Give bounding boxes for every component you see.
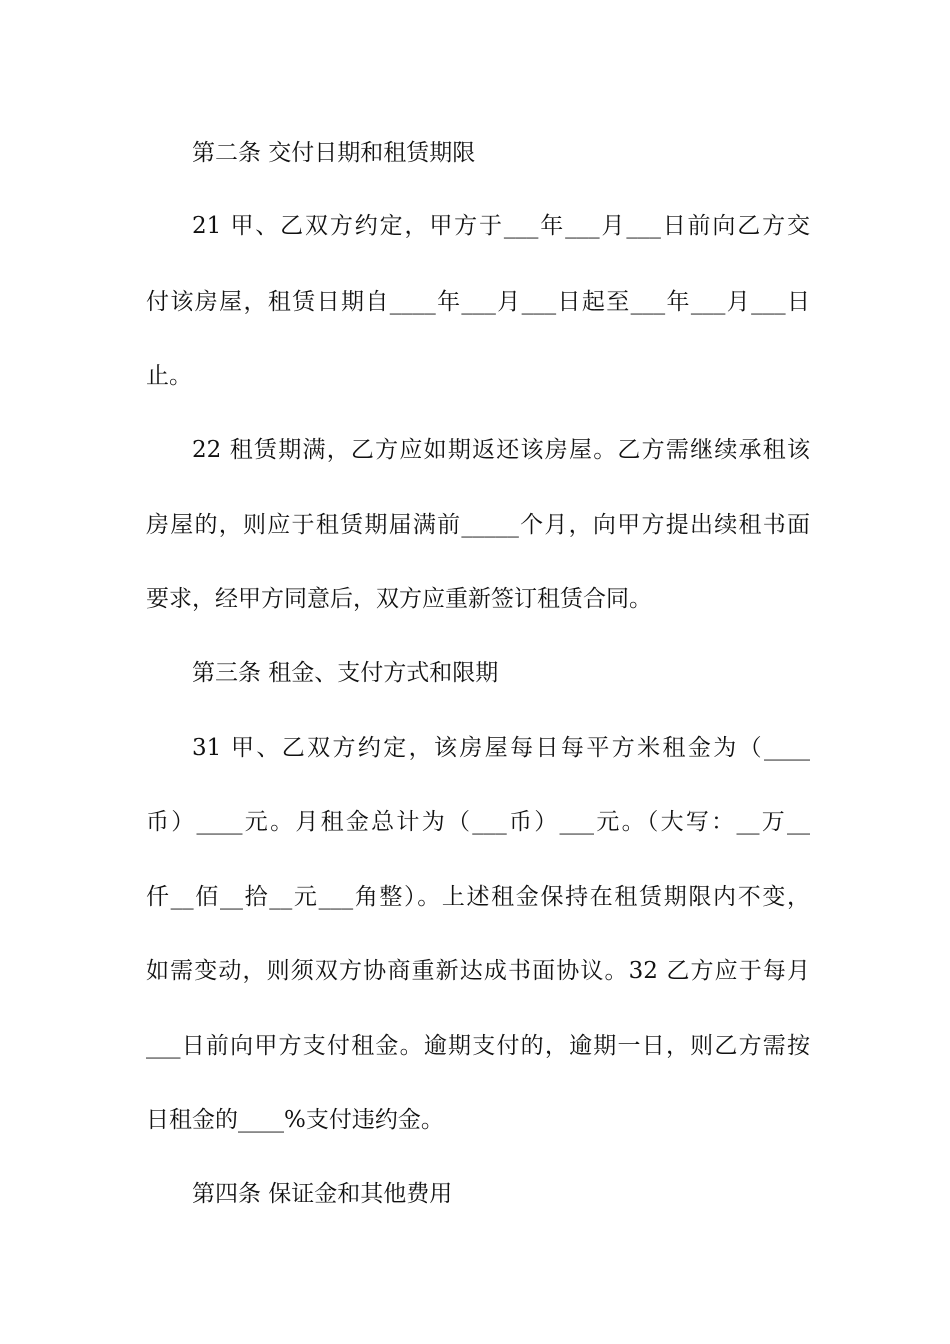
article-2-heading: 第二条 交付日期和租赁期限 <box>192 140 476 166</box>
paragraph-line: 仟__佰__拾__元___角整）。上述租金保持在租赁期限内不变， <box>146 884 810 910</box>
paragraph-line: 如需变动，则须双方协商重新达成书面协议。32 乙方应于每月 <box>146 958 810 984</box>
paragraph-line: 房屋的，则应于租赁期届满前_____个月，向甲方提出续租书面 <box>146 512 810 538</box>
article-4-heading: 第四条 保证金和其他费用 <box>192 1181 453 1207</box>
paragraph-line: 31 甲、乙双方约定，该房屋每日每平方米租金为（____ <box>192 735 810 761</box>
paragraph-line: 要求，经甲方同意后，双方应重新签订租赁合同。 <box>146 586 652 612</box>
paragraph-line: 21 甲、乙双方约定，甲方于___年___月___日前向乙方交 <box>192 213 810 239</box>
paragraph-line: 付该房屋，租赁日期自____年___月___日起至___年___月___日 <box>146 289 810 315</box>
paragraph-line: 币）____元。月租金总计为（___币）___元。（大写：__万__ <box>146 809 810 835</box>
article-3-heading: 第三条 租金、支付方式和限期 <box>192 660 499 686</box>
paragraph-line: 止。 <box>146 363 192 389</box>
paragraph-line: 日租金的____%支付违约金。 <box>146 1107 444 1133</box>
paragraph-line: ___日前向甲方支付租金。逾期支付的，逾期一日，则乙方需按 <box>146 1033 810 1059</box>
paragraph-line: 22 租赁期满，乙方应如期返还该房屋。乙方需继续承租该 <box>192 437 810 463</box>
